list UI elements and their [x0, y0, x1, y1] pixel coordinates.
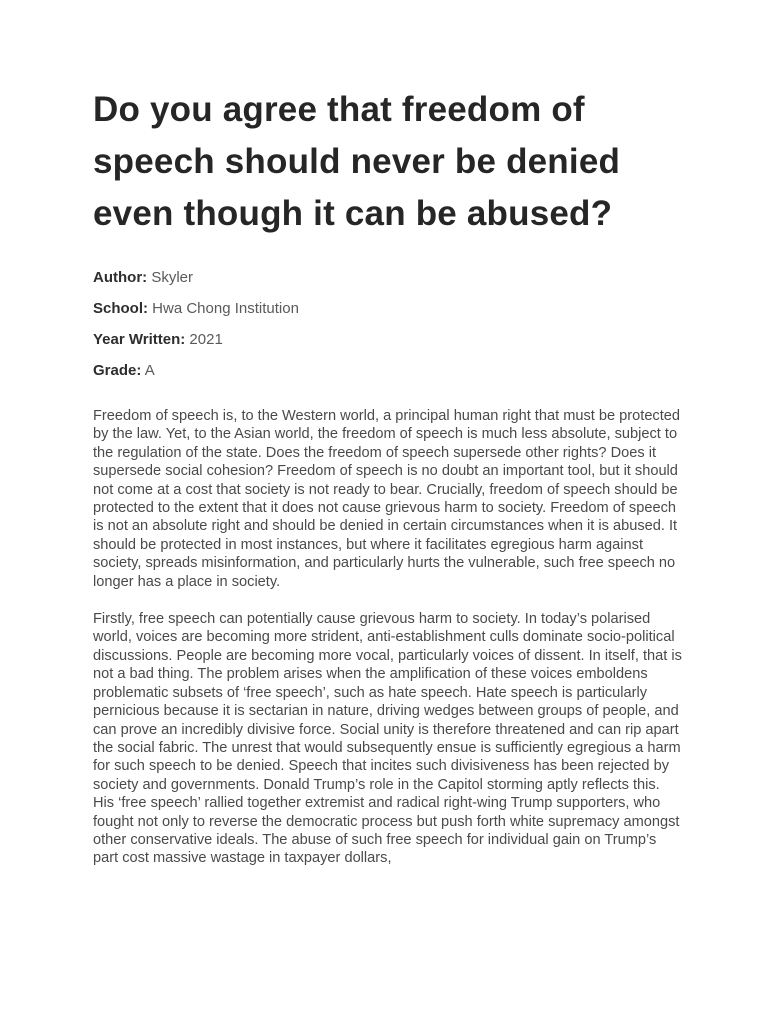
meta-school [93, 299, 683, 319]
essay-title: Do you agree that freedom of speech should never be denied even though it can be abused? [93, 90, 621, 233]
meta-year-label: Year Written: [93, 331, 186, 348]
meta-grade-label: Grade: [93, 362, 142, 379]
paragraph-first-argument: Firstly, free speech can potentially cause grievous harm to society. In today’s polarised world, voices are becoming more strident, anti-establishment culls dominate socio-political discussions. People are becoming more vocal, particularly voices of dissent. In itself, that is not a bad thing. The problem arises when the amplification of these voices emboldens problematic subsets of ‘free speech’, such as hate speech. Hate speech is particularly pernicious because it is sectarian in nature, driving wedges between groups of people, and can prove an incredibly divisive force. Social unity is therefore threatened and can rip apart the social fabric. The unrest that would subsequently ensue is sufficiently egregious a harm for such speech to be denied. Speech that incites such divisiveness has been rejected by society and governments. Donald Trump’s role in the Capitol storming aptly reflects this. His ‘free speech’ rallied together extremist and radical right-wing Trump supporters, who fought not only to reverse the democratic process but push forth white supremacy amongst other conservative ideals. The abuse of such free speech for individual gain on Trump’s part cost massive wastage in taxpayer dollars, [93, 611, 682, 867]
meta-author [93, 268, 683, 288]
meta-author-value: Skyler [151, 269, 194, 286]
meta-grade-value: A [144, 362, 155, 379]
document-page [93, 84, 683, 887]
paragraph-introduction: Freedom of speech is, to the Western world, a principal human right that must be protected by the law. Yet, to the Asian world, the freedom of speech is much less absolute, subject to the regulation of the state. Does the freedom of speech supersede other rights? Does it supersede social cohesion? Freedom of speech is no doubt an important tool, but it should not come at a cost that society is not ready to bear. Crucially, freedom of speech should be protected to the extent that it does not cause grievous harm to society. Freedom of speech is not an absolute right and should be denied in certain circumstances when it is abused. It should be protected in most instances, but where it facilitates egregious harm against society, spreads misinformation, and particularly hurts the vulnerable, such free speech no longer has a place in society. [93, 408, 681, 590]
meta-author-label: Author: [93, 269, 148, 286]
meta-school-label: School: [93, 300, 148, 317]
meta-school-value: Hwa Chong Institution [152, 300, 299, 317]
essay-body [93, 407, 683, 868]
essay-metadata [93, 268, 683, 381]
meta-grade [93, 361, 683, 381]
meta-year-value: 2021 [189, 331, 223, 348]
meta-year [93, 330, 683, 350]
